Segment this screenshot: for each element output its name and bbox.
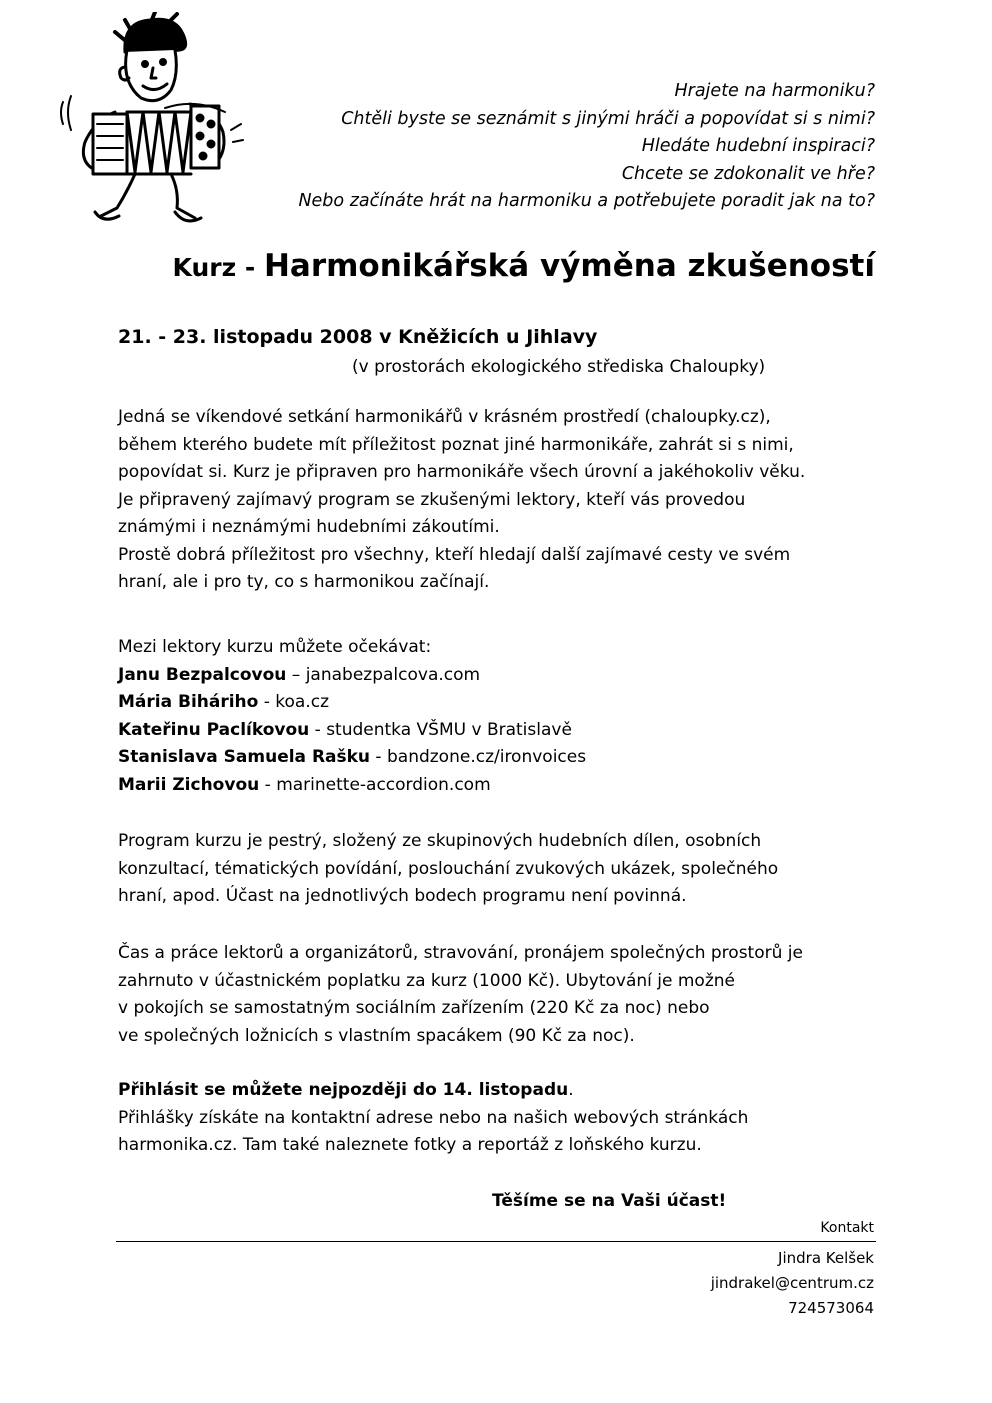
contact-block: [711, 1246, 874, 1321]
text-line: Je připravený zajímavý program se zkušenými lektory, kteří vás provedou: [118, 489, 746, 510]
registration-deadline: [118, 1077, 748, 1105]
lecturer-detail: bandzone.cz/ironvoices: [386, 747, 587, 767]
contact-email: jindrakel@centrum.cz: [710, 1274, 874, 1292]
text-line: ve společných ložnicích s vlastním spacákem (90 Kč za noc).: [118, 1025, 635, 1046]
lecturer-item: [118, 662, 586, 690]
lecturer-separator: -: [309, 719, 327, 740]
lecturer-detail: koa.cz: [275, 692, 330, 712]
text-line: známými i neznámými hudebními zákoutími.: [118, 517, 500, 537]
text-line: Jedná se víkendové setkání harmonikářů v krásném prostředí (chaloupky.cz),: [118, 407, 771, 427]
text-line: harmonika.cz. Tam také naleznete fotky a reportáž z loňského kurzu.: [118, 1135, 702, 1155]
registration-paragraph: [118, 1077, 748, 1160]
lecturer-name: Kateřinu Paclíkovou: [118, 719, 310, 740]
lecturer-item: [118, 689, 586, 717]
text-line: zahrnuto v účastnickém poplatku za kurz (1000 Kč). Ubytování je možné: [118, 970, 735, 991]
text-line: konzultací, tématických povídání, poslouchání zvukových ukázek, společného: [118, 858, 779, 879]
lecturer-detail: studentka VŠMU v Bratislavě: [326, 719, 572, 740]
title-prefix: Kurz -: [172, 253, 264, 282]
text-line: během kterého budete mít příležitost poznat jiné harmonikáře, zahrát si s nimi,: [118, 434, 794, 455]
lecturer-name: Janu Bezpalcovou: [118, 664, 287, 685]
program-paragraph: [118, 828, 778, 911]
text-line: hraní, ale i pro ty, co s harmonikou začínají.: [118, 572, 490, 592]
costs-paragraph: [118, 940, 803, 1050]
closing-line: Těšíme se na Vaši účast!: [492, 1191, 727, 1211]
lecturer-name: Marii Zichovou: [118, 774, 260, 795]
text-line: Přihlášky získáte na kontaktní adrese nebo na našich webových stránkách: [118, 1107, 749, 1128]
deadline-text: Přihlásit se můžete nejpozději do 14. listopadu: [118, 1080, 569, 1100]
deadline-end: .: [568, 1080, 574, 1100]
question-line: Hrajete na harmoniku?: [674, 81, 875, 101]
contact-label: Kontakt: [820, 1220, 874, 1236]
lecturer-separator: -: [259, 774, 277, 795]
text-line: Prostě dobrá příležitost pro všechny, kteří hledají další zajímavé cesty ve svém: [118, 544, 791, 565]
lecturer-item: [118, 772, 586, 800]
text-line: v pokojích se samostatným sociálním zařízením (220 Kč za noc) nebo: [118, 998, 710, 1018]
page-title: [173, 248, 875, 284]
question-line: Nebo začínáte hrát na harmoniku a potřebujete poradit jak na to?: [298, 191, 875, 211]
event-date-location: 21. - 23. listopadu 2008 v Kněžicích u Jihlavy: [118, 326, 598, 348]
lecturers-section: [118, 634, 586, 799]
text-line: popovídat si. Kurz je připraven pro harmonikáře všech úrovní a jakéhokoliv věku.: [118, 462, 806, 482]
title-main: Harmonikářská výměna zkušeností: [263, 248, 875, 284]
text-line: Program kurzu je pestrý, složený ze skupinových hudebních dílen, osobních: [118, 831, 762, 851]
text-line: Čas a práce lektorů a organizátorů, stravování, pronájem společných prostorů je: [118, 943, 803, 963]
question-line: Chcete se zdokonalit ve hře?: [621, 163, 875, 184]
lecturer-name: Stanislava Samuela Rašku: [118, 747, 371, 767]
text-line: hraní, apod. Účast na jednotlivých bodech programu není povinná.: [118, 886, 687, 906]
intro-paragraph: [118, 404, 805, 597]
contact-phone: 724573064: [788, 1299, 874, 1317]
lecturer-item: [118, 744, 586, 772]
accordion-player-illustration: [55, 12, 245, 227]
lecturer-item: [118, 717, 586, 745]
lecturer-detail: janabezpalcova.com: [305, 664, 481, 685]
question-line: Hledáte hudební inspiraci?: [641, 136, 875, 156]
question-line: Chtěli byste se seznámit s jinými hráči a popovídat si s nimi?: [341, 108, 875, 129]
lecturers-heading: Mezi lektory kurzu můžete očekávat:: [118, 637, 432, 657]
intro-questions: [298, 78, 875, 216]
divider: [116, 1241, 876, 1242]
lecturer-detail: marinette-accordion.com: [276, 774, 491, 795]
lecturer-separator: –: [286, 664, 306, 685]
event-venue: (v prostorách ekologického střediska Chaloupky): [352, 357, 766, 377]
contact-name: Jindra Kelšek: [778, 1249, 874, 1267]
lecturer-separator: -: [258, 692, 276, 712]
lecturer-name: Mária Biháriho: [118, 692, 259, 712]
lecturer-separator: -: [370, 747, 387, 767]
